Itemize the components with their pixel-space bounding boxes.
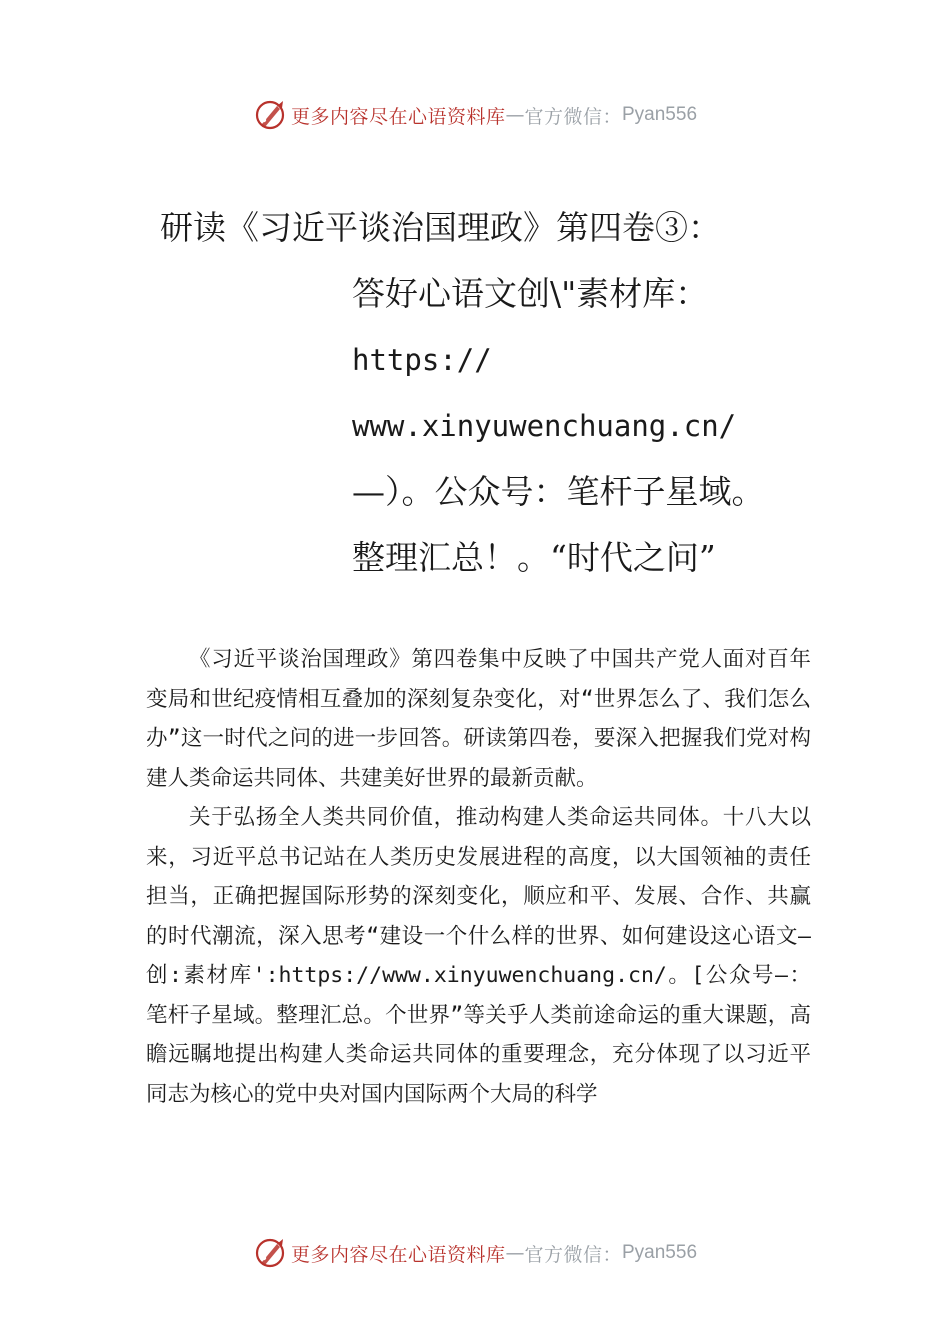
footer-banner (0, 1233, 950, 1273)
title-line-5: —）。公众号：笔杆子星域。 (352, 472, 765, 511)
title-line-2: 答好心语文创\"素材库： (352, 274, 709, 313)
title-line-6: 整理汇总！。“时代之问” (352, 538, 716, 577)
banner-wechat-id: Pyan556 (622, 1242, 698, 1263)
title-line-4: www.xinyuwenchuang.cn/ (352, 409, 737, 443)
banner-separator: — (505, 1242, 525, 1264)
banner-wechat-label: 官方微信： (524, 1243, 622, 1266)
title-line-1: 研读《习近平谈治国理政》第四卷③： (160, 208, 721, 247)
quill-pen-icon (253, 98, 287, 132)
quill-pen-icon (253, 1236, 287, 1270)
banner-wechat-label: 官方微信： (524, 105, 622, 128)
banner-separator: — (505, 104, 525, 126)
paragraph: 《习近平谈治国理政》第四卷集中反映了中国共产党人面对百年变局和世纪疫情相互叠加的深刻复杂变化，对“世界怎么了、我们怎么办”这一时代之问的进一步回答。研读第四卷，要深入把握我们党对构建人类命运共同体、共建美好世界的最新贡献。 (146, 647, 811, 791)
banner-wechat-id: Pyan556 (622, 104, 698, 125)
banner-text: 更多内容尽在心语资料库 (290, 105, 506, 128)
body-content (146, 640, 811, 1114)
header-banner (0, 95, 950, 135)
paragraph: 关于弘扬全人类共同价值，推动构建人类命运共同体。十八大以来，习近平总书记站在人类历史发展进程的高度，以大国领袖的责任担当，正确把握国际形势的深刻变化，顺应和平、发展、合作、共赢的时代潮流，深入思考“建设一个什么样的世界、如何建设这心语文—创:素材库':https://www.xinyuwenchuang.cn/。[公众号—：笔杆子星域。整理汇总。个世界”等关乎人类前途命运的重大课题，高瞻远瞩地提出构建人类命运共同体的重要理念，充分体现了以习近平同志为核心的党中央对国内国际两个大局的科学 (146, 805, 811, 1107)
banner-text: 更多内容尽在心语资料库 (290, 1243, 506, 1266)
title-line-3: https:// (352, 343, 492, 377)
